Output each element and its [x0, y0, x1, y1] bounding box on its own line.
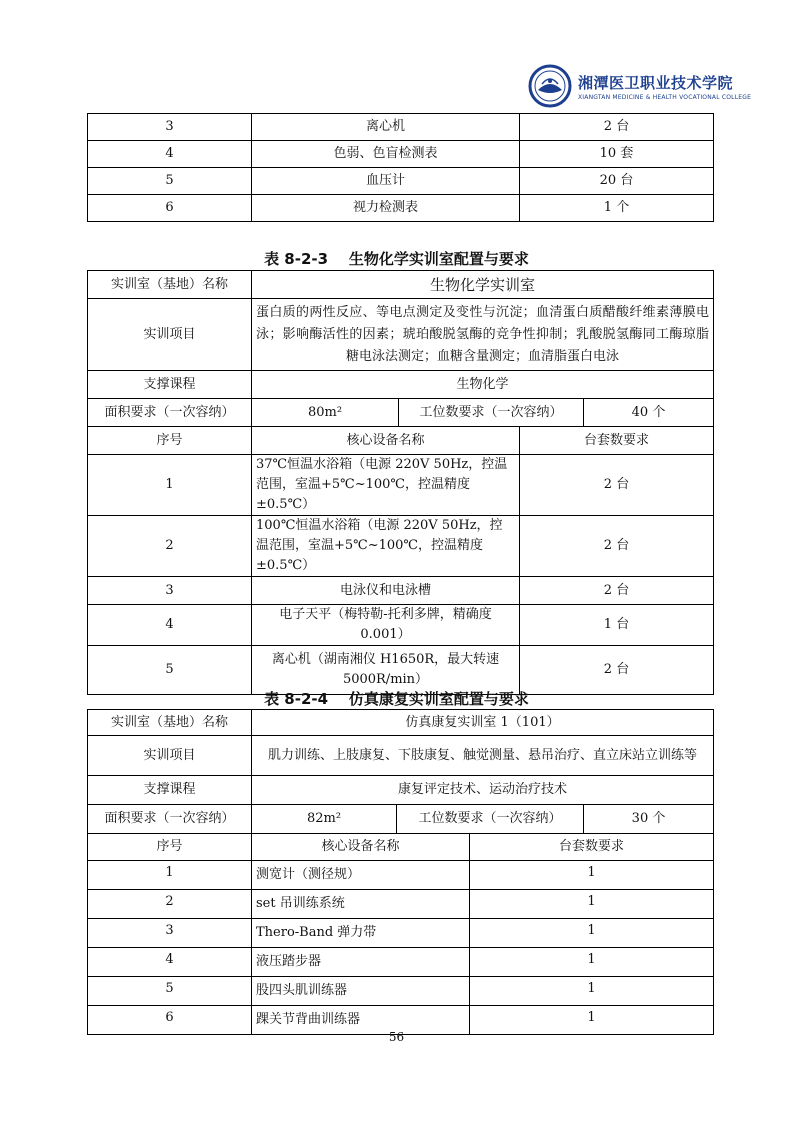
table-row: [88, 516, 714, 577]
row-number: 5: [88, 646, 252, 695]
table-row: [88, 977, 714, 1006]
row-number: 5: [88, 168, 252, 195]
equipment-qty: 2 台: [520, 577, 714, 605]
course-label: 支撑课程: [88, 371, 252, 399]
room-value: 生物化学实训室: [252, 271, 714, 299]
biochem-lab-table: [87, 270, 714, 695]
table-row: [88, 577, 714, 605]
project-label: 实训项目: [88, 736, 252, 776]
equipment-qty: 1: [470, 948, 714, 977]
area-label: 面积要求（一次容纳）: [88, 805, 252, 834]
table-row: [88, 948, 714, 977]
equipment-qty: 20 台: [520, 168, 714, 195]
equipment-name: Thero-Band 弹力带: [252, 919, 470, 948]
equipment-qty: 1: [470, 1006, 714, 1035]
equipment-name: 测宽计（测径规）: [252, 861, 470, 890]
row-number: 4: [88, 948, 252, 977]
equipment-name: 踝关节背曲训练器: [252, 1006, 470, 1035]
project-label: 实训项目: [88, 299, 252, 371]
table-row: [88, 919, 714, 948]
equipment-name: 血压计: [252, 168, 520, 195]
course-value: 生物化学: [252, 371, 714, 399]
station-label: 工位数要求（一次容纳）: [399, 399, 584, 427]
row-number: 3: [88, 919, 252, 948]
equipment-qty: 1: [470, 861, 714, 890]
equipment-qty: 2 台: [520, 455, 714, 516]
row-number: 5: [88, 977, 252, 1006]
page-number: 56: [388, 1030, 405, 1044]
table-row: [88, 861, 714, 890]
rehab-lab-table: [87, 709, 714, 1035]
equipment-name: 电子天平（梅特勒-托利多牌，精确度 0.001）: [252, 605, 520, 646]
row-number: 2: [88, 890, 252, 919]
col-header-name: 核心设备名称: [252, 834, 470, 861]
col-header-no: 序号: [88, 834, 252, 861]
equipment-qty: 2 台: [520, 114, 714, 141]
equipment-name: 电泳仪和电泳槽: [252, 577, 520, 605]
school-logo: [528, 64, 752, 108]
equipment-qty: 1 个: [520, 195, 714, 222]
equipment-name: 股四头肌训练器: [252, 977, 470, 1006]
school-emblem-icon: [528, 64, 572, 108]
area-label: 面积要求（一次容纳）: [88, 399, 252, 427]
equipment-name: 37℃恒温水浴箱（电源 220V 50Hz，控温范围，室温+5℃~100℃，控温精度±0.5℃）: [252, 455, 520, 516]
row-number: 3: [88, 114, 252, 141]
area-value: 82m²: [252, 805, 397, 834]
equipment-qty: 1: [470, 890, 714, 919]
table-row: [88, 141, 714, 168]
table-caption-8-2-4: 表 8-2-4 仿真康复实训室配置与要求: [264, 690, 529, 708]
room-value: 仿真康复实训室 1（101）: [252, 710, 714, 736]
row-number: 6: [88, 195, 252, 222]
row-number: 2: [88, 516, 252, 577]
row-number: 1: [88, 455, 252, 516]
table-row: [88, 195, 714, 222]
equipment-qty: 1: [470, 977, 714, 1006]
school-name-en: XIANGTAN MEDICINE & HEALTH VOCATIONAL COLLEGE: [578, 94, 752, 101]
equipment-qty: 10 套: [520, 141, 714, 168]
equipment-table-continued: [87, 113, 714, 222]
row-number: 3: [88, 577, 252, 605]
col-header-name: 核心设备名称: [252, 427, 520, 455]
equipment-qty: 2 台: [520, 646, 714, 695]
equipment-name: 离心机: [252, 114, 520, 141]
table-caption-8-2-3: 表 8-2-3 生物化学实训室配置与要求: [264, 250, 529, 268]
equipment-qty: 1 台: [520, 605, 714, 646]
equipment-name: 视力检测表: [252, 195, 520, 222]
project-value: 肌力训练、上肢康复、下肢康复、触觉测量、悬吊治疗、直立床站立训练等: [252, 736, 714, 776]
station-label: 工位数要求（一次容纳）: [397, 805, 584, 834]
station-value: 40 个: [584, 399, 714, 427]
course-value: 康复评定技术、运动治疗技术: [252, 776, 714, 805]
table-row: [88, 605, 714, 646]
equipment-name: set 吊训练系统: [252, 890, 470, 919]
row-number: 4: [88, 141, 252, 168]
equipment-name: 100℃恒温水浴箱（电源 220V 50Hz，控温范围，室温+5℃~100℃，控温精度±0.5℃）: [252, 516, 520, 577]
col-header-no: 序号: [88, 427, 252, 455]
equipment-qty: 1: [470, 919, 714, 948]
area-value: 80m²: [252, 399, 399, 427]
table-row: [88, 890, 714, 919]
course-label: 支撑课程: [88, 776, 252, 805]
col-header-qty: 台套数要求: [520, 427, 714, 455]
table-row: [88, 455, 714, 516]
equipment-name: 液压踏步器: [252, 948, 470, 977]
equipment-name: 离心机（湖南湘仪 H1650R，最大转速 5000R/min）: [252, 646, 520, 695]
row-number: 4: [88, 605, 252, 646]
table-row: [88, 168, 714, 195]
table-row: [88, 114, 714, 141]
room-label: 实训室（基地）名称: [88, 271, 252, 299]
school-name-cn: 湘潭医卫职业技术学院: [578, 74, 734, 92]
row-number: 6: [88, 1006, 252, 1035]
station-value: 30 个: [584, 805, 714, 834]
project-value: 蛋白质的两性反应、等电点测定及变性与沉淀；血清蛋白质醋酸纤维素薄膜电泳；影响酶活性的因素；琥珀酸脱氢酶的竞争性抑制；乳酸脱氢酶同工酶琼脂糖电泳法测定；血糖含量测定；血清脂蛋白电泳: [252, 299, 714, 371]
equipment-qty: 2 台: [520, 516, 714, 577]
row-number: 1: [88, 861, 252, 890]
col-header-qty: 台套数要求: [470, 834, 714, 861]
equipment-name: 色弱、色盲检测表: [252, 141, 520, 168]
room-label: 实训室（基地）名称: [88, 710, 252, 736]
